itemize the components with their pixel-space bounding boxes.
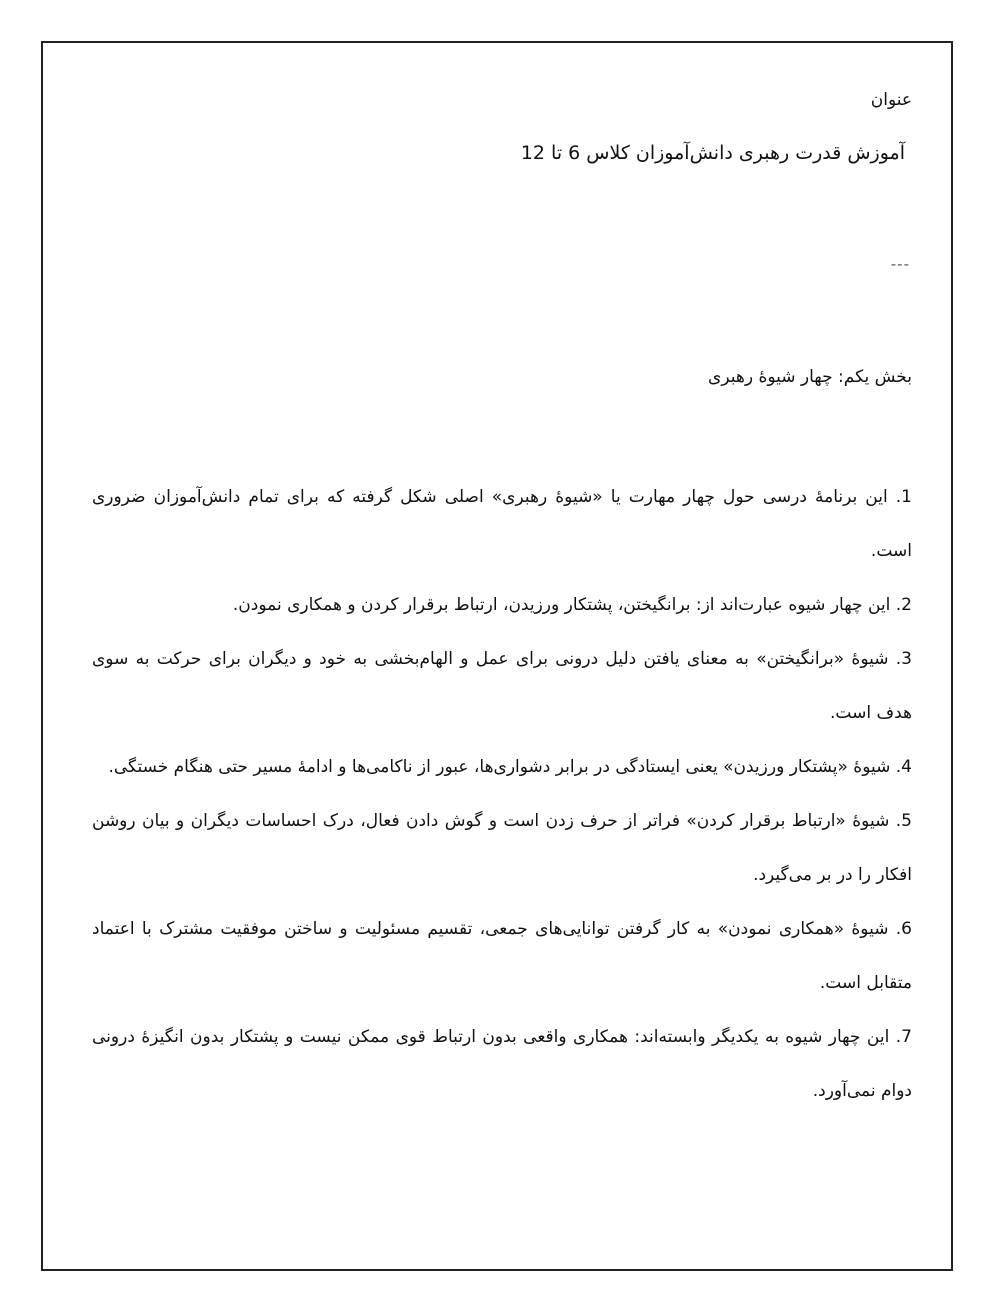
section-heading: بخش یکم: چهار شیوهٔ رهبری	[708, 367, 912, 387]
horizontal-separator: ---	[890, 255, 910, 273]
list-item: 1. این برنامهٔ درسی حول چهار مهارت یا «شیوهٔ رهبری» اصلی شکل گرفته که برای تمام دانش‌آموزان ضروری است.	[92, 487, 912, 561]
title-label: عنوان	[870, 90, 912, 110]
document-title: آموزش قدرت رهبری دانش‌آموزان کلاس 6 تا 12	[520, 142, 905, 164]
list-item: 4. شیوهٔ «پشتکار ورزیدن» یعنی ایستادگی در برابر دشواری‌ها، عبور از ناکامی‌ها و ادامهٔ مسیر حتی هنگام خستگی.	[108, 757, 912, 777]
list-item: 5. شیوهٔ «ارتباط برقرار کردن» فراتر از حرف زدن است و گوش دادن فعال، درک احساسات دیگران و بیان روشن افکار را در بر می‌گیرد.	[92, 811, 912, 885]
list-item: 3. شیوهٔ «برانگیختن» به معنای یافتن دلیل درونی برای عمل و الهام‌بخشی به خود و دیگران برای حرکت به سوی هدف است.	[92, 649, 912, 723]
list-item: 2. این چهار شیوه عبارت‌اند از: برانگیختن، پشتکار ورزیدن، ارتباط برقرار کردن و همکاری نمودن.	[232, 595, 912, 615]
list-item: 6. شیوهٔ «همکاری نمودن» به کار گرفتن توانایی‌های جمعی، تقسیم مسئولیت و ساختن موفقیت مشترک با اعتماد متقابل است.	[92, 919, 912, 993]
list-item: 7. این چهار شیوه به یکدیگر وابسته‌اند: همکاری واقعی بدون ارتباط قوی ممکن نیست و پشتکار بدون انگیزهٔ درونی دوام نمی‌آورد.	[92, 1027, 912, 1101]
numbered-list	[92, 470, 912, 1118]
